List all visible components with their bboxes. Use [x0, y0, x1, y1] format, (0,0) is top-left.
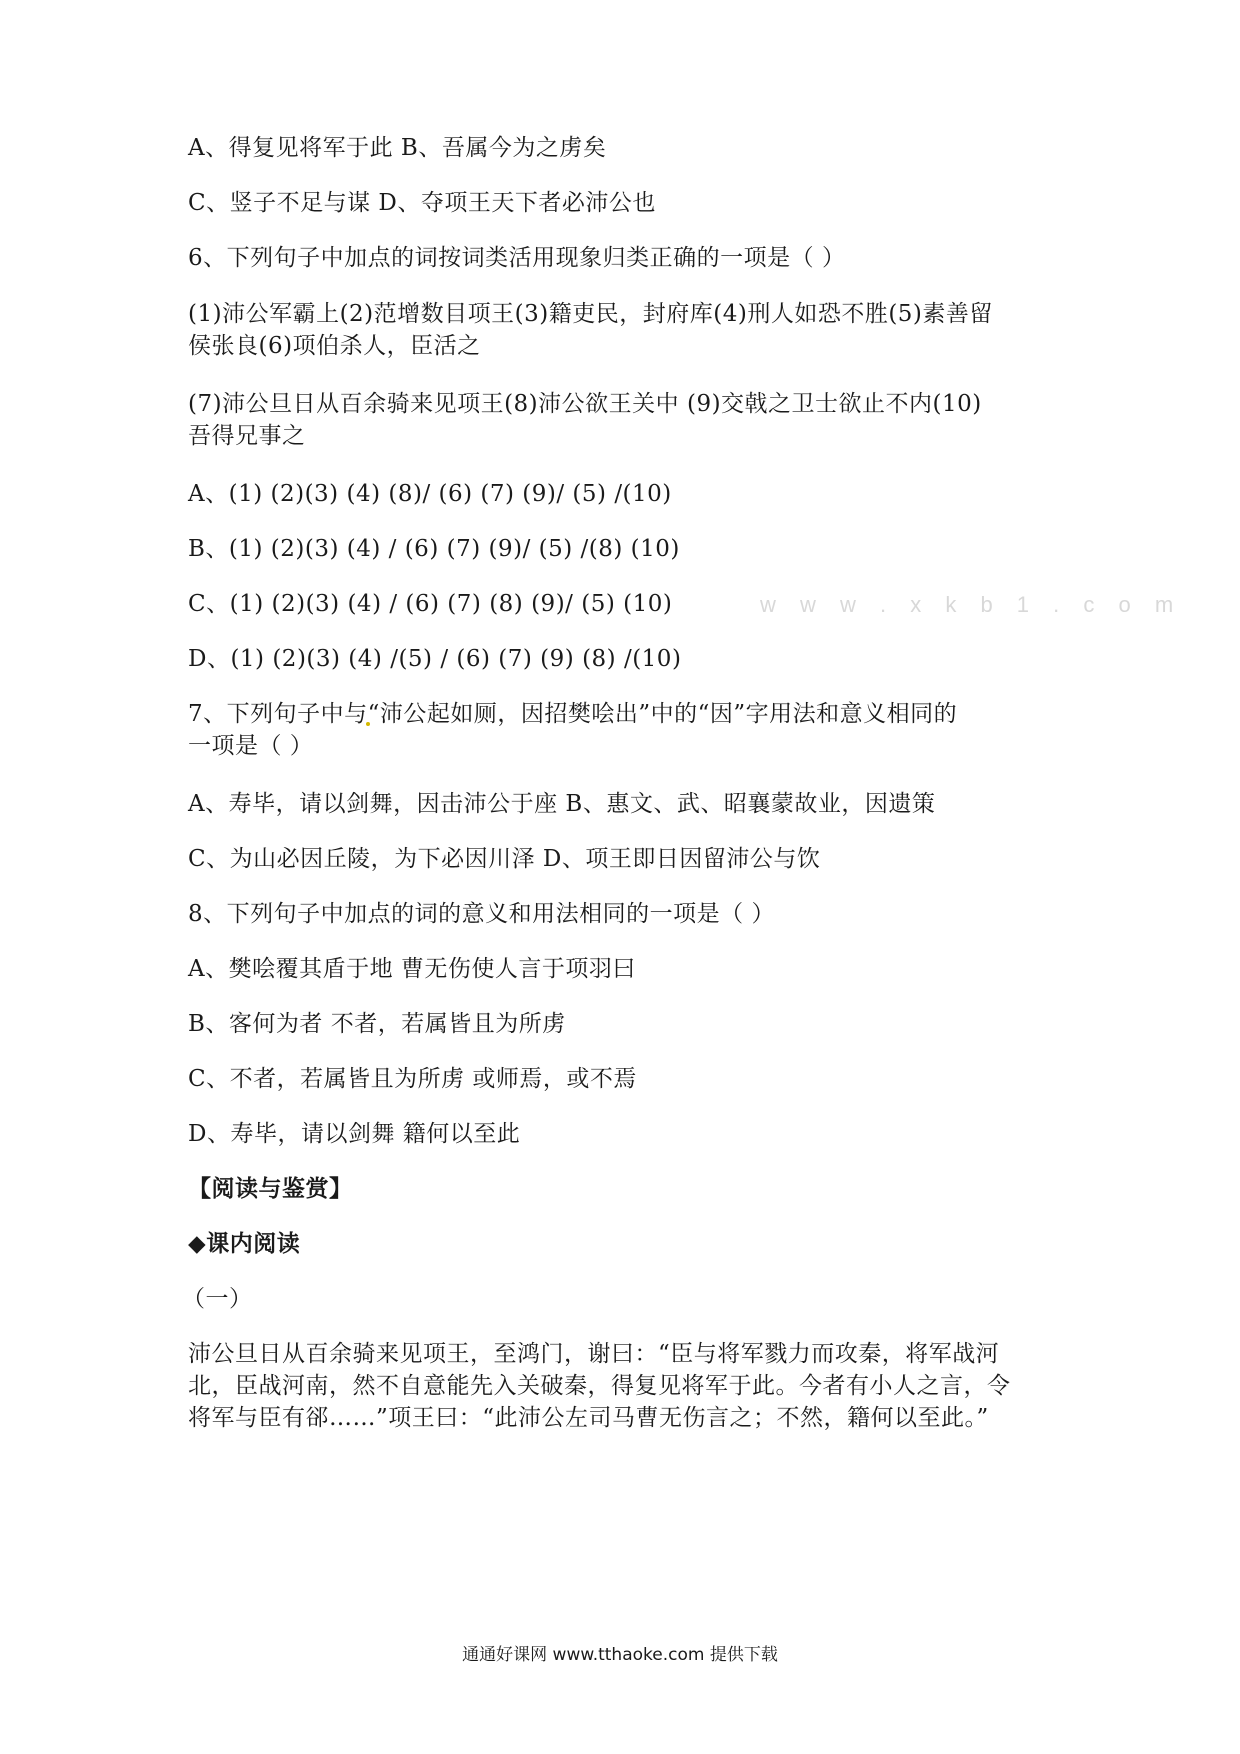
question-6: 6、下列句子中加点的词按词类活用现象归类正确的一项是（ ） [188, 245, 846, 271]
section-heading-reading: 【阅读与鉴赏】 [188, 1176, 353, 1202]
question-8-option-c: C、不者，若属皆且为所虏 或师焉，或不焉 [188, 1066, 637, 1092]
passage-line-3: 将军与臣有郤……”项王曰：“此沛公左司马曹无伤言之；不然，籍何以至此。” [188, 1405, 989, 1431]
question-6-items-2: (7)沛公旦日从百余骑来见项王(8)沛公欲王关中 (9)交戟之卫士欲止不内(10) [188, 391, 982, 417]
question-6-items-1: (1)沛公军霸上(2)范增数目项王(3)籍吏民，封府库(4)刑人如恐不胜(5)素善留 [188, 301, 993, 327]
question-6-option-d: D、(1) (2)(3) (4) /(5) / (6) (7) (9) (8) /(10) [188, 646, 682, 672]
question-8: 8、下列句子中加点的词的意义和用法相同的一项是（ ） [188, 901, 775, 927]
question-7-cont: 一项是（ ） [188, 733, 314, 759]
question-7-option-cd: C、为山必因丘陵，为下必因川泽 D、项王即日因留沛公与饮 [188, 846, 821, 872]
question-7-option-ab: A、寿毕，请以剑舞，因击沛公于座 B、惠文、武、昭襄蒙故业，因遗策 [188, 791, 936, 817]
question-8-option-d: D、寿毕，请以剑舞 籍何以至此 [188, 1121, 521, 1147]
question-7: 7、下列句子中与“沛公起如厕，因招樊哙出”中的“因”字用法和意义相同的 [188, 701, 958, 727]
passage-line-1: 沛公旦日从百余骑来见项王，至鸿门，谢曰：“臣与将军戮力而攻秦，将军战河 [188, 1341, 1000, 1367]
subsection-heading-in-class: ◆课内阅读 [188, 1231, 301, 1257]
page-footer: 通通好课网 www.tthaoke.com 提供下载 [462, 1645, 778, 1665]
option-a-line: A、得复见将军于此 B、吾属今为之虏矣 [188, 135, 607, 161]
question-8-option-b: B、客何为者 不者，若属皆且为所虏 [188, 1011, 566, 1037]
passage-number: （一） [182, 1286, 253, 1312]
question-6-option-c: C、(1) (2)(3) (4) / (6) (7) (8) (9)/ (5) (10) [188, 591, 673, 617]
question-6-items-1-cont: 侯张良(6)项伯杀人，臣活之 [188, 333, 481, 359]
question-6-items-2-cont: 吾得兄事之 [188, 423, 306, 449]
option-c-line: C、竖子不足与谋 D、夺项王天下者必沛公也 [188, 190, 656, 216]
question-8-option-a: A、樊哙覆其盾于地 曹无伤使人言于项羽曰 [188, 956, 636, 982]
question-6-option-b: B、(1) (2)(3) (4) / (6) (7) (9)/ (5) /(8) (10) [188, 536, 680, 562]
watermark-text: w w w . x k b 1 . c o m [760, 592, 1183, 617]
passage-line-2: 北，臣战河南，然不自意能先入关破秦，得复见将军于此。今者有小人之言，令 [188, 1373, 1011, 1399]
question-6-option-a: A、(1) (2)(3) (4) (8)/ (6) (7) (9)/ (5) /(10) [188, 481, 672, 507]
